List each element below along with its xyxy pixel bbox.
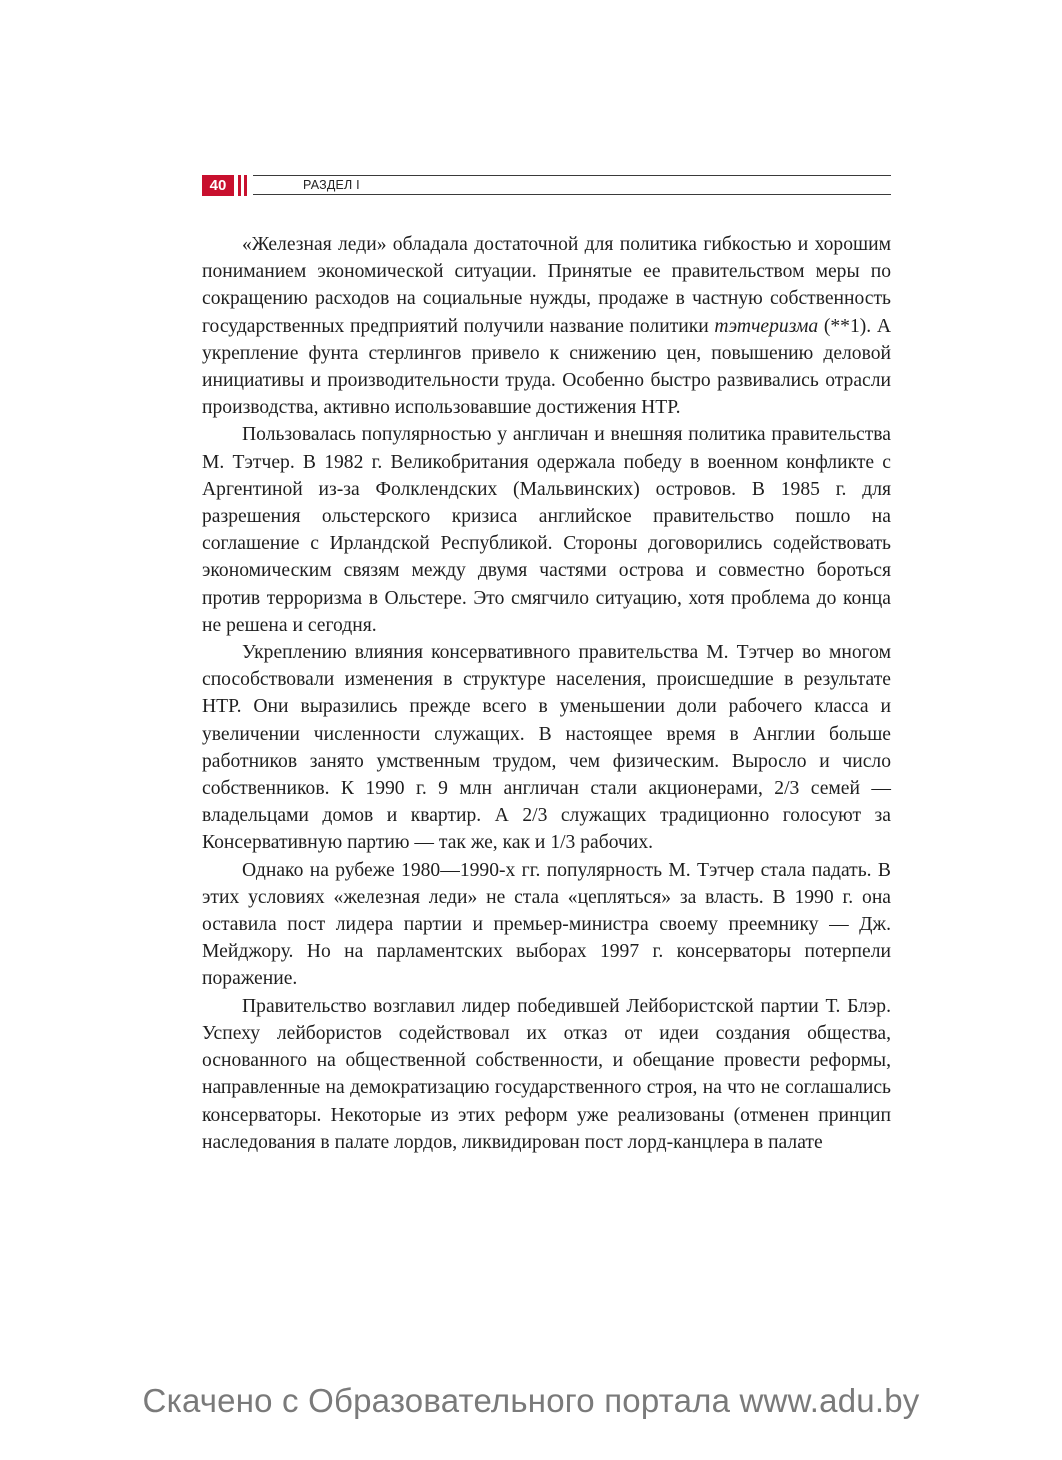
italic-term: тэтчеризма [714, 315, 819, 337]
paragraph-2: Пользовалась популярностью у англичан и внешняя политика правительства М. Тэтчер. В 1982 г. Великобритания одержала победу в военном конфликте с Аргентиной из-за Фолклендских (Мальвинских) островов. В 1985 г. для разрешения ольстерского кризиса английское правительство пошло на соглашение с Ирландской Республикой. Стороны договорились содействовать экономическим связям между двумя частями острова и совместно бороться против терроризма в Ольстере. Это смягчило ситуацию, хотя проблема до конца не решена и сегодня. [202, 424, 891, 636]
body-text [202, 231, 891, 1156]
header-accent-bar [238, 175, 241, 196]
section-title: РАЗДЕЛ I [303, 178, 360, 192]
page-header [202, 172, 891, 198]
header-rule-top [253, 175, 891, 176]
paragraph-4: Однако на рубеже 1980—1990-х гг. популярность М. Тэтчер стала падать. В этих условиях «железная леди» не стала «цепляться» за власть. В 1990 г. она оставила пост лидера партии и премьер-министра своему преемнику — Дж. Мейджору. Но на парламентских выборах 1997 г. консерваторы потерпели поражение. [202, 859, 891, 990]
page-number: 40 [202, 175, 234, 196]
header-accent-bar [244, 175, 247, 196]
header-rule-bottom [253, 194, 891, 195]
paragraph-1-text-cont: (**1). А укрепление фунта стерлингов привело к снижению цен, повышению деловой инициативы и производительности труда. Особенно быстро развивались отрасли производства, активно использовавшие достижения НТР. [202, 315, 891, 419]
paragraph-1-text: «Железная леди» обладала достаточной для политика гибкостью и хорошим пониманием экономической ситуации. Принятые ее правительством меры по сокращению расходов на социальные нужды, продаже в частную собственность государственных предприятий получили название политики [202, 234, 891, 337]
download-watermark: Скачено с Образовательного портала www.adu.by [142, 1382, 920, 1419]
paragraph-5: Правительство возглавил лидер победившей Лейбористской партии Т. Блэр. Успеху лейбористов содействовал их отказ от идеи создания общества, основанного на общественной собственности, и обещание провести реформы, направленные на демократизацию государственного строя, на что не соглашались консерваторы. Некоторые из этих реформ уже реализованы (отменен принцип наследования в палате лордов, ликвидирован пост лорд-канцлера в палате [202, 995, 891, 1153]
paragraph-3: Укреплению влияния консервативного правительства М. Тэтчер во многом способствовали изменения в структуре населения, происшедшие в результате НТР. Они выразились прежде всего в уменьшении доли рабочего класса и увеличении численности служащих. В настоящее время в Англии больше работников занято умственным трудом, чем физическим. Выросло и число собственников. К 1990 г. 9 млн англичан стали акционерами, 2/3 семей — владельцами домов и квартир. А 2/3 служащих традиционно голосуют за Консервативную партию — так же, как и 1/3 рабочих. [202, 642, 891, 854]
paragraph-1 [202, 231, 891, 421]
